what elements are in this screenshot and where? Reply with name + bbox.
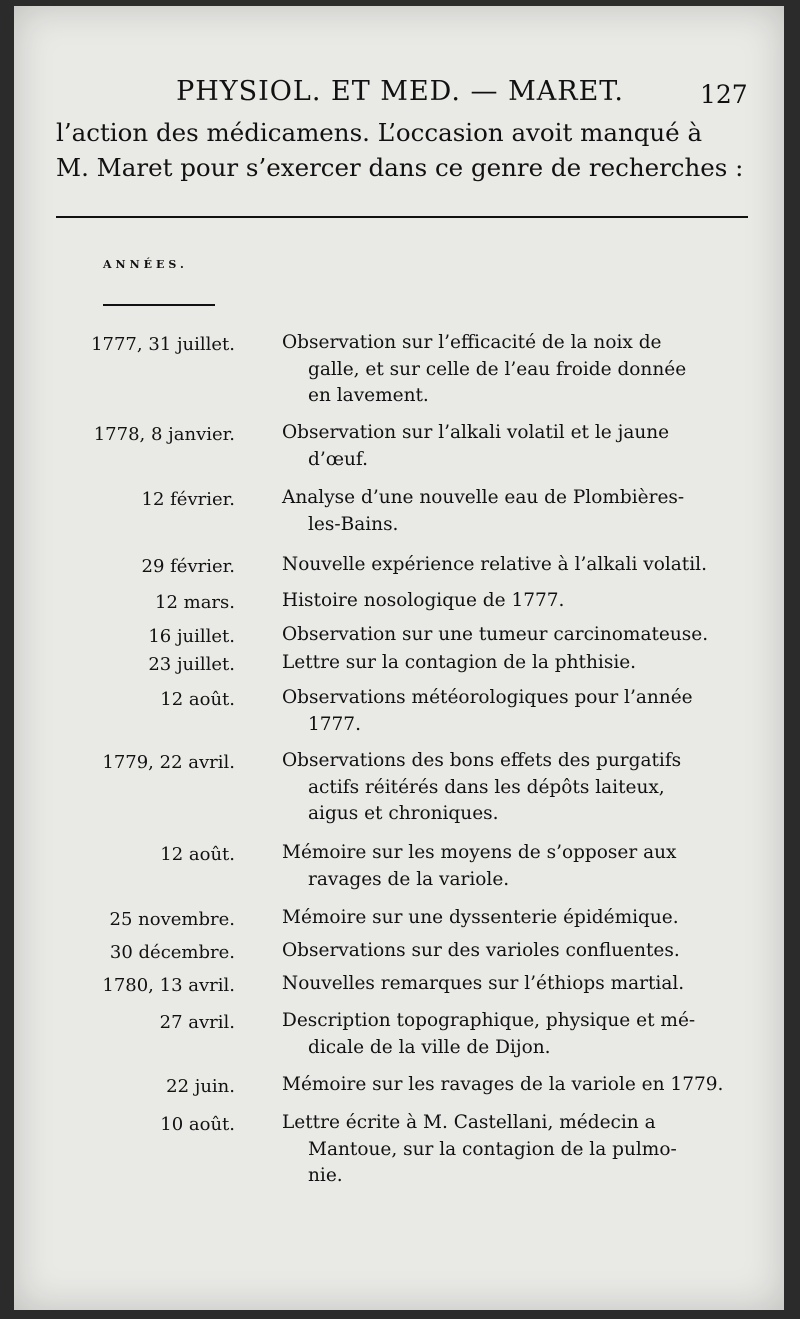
description-line: les-Bains. [308, 513, 399, 535]
entry-description [282, 748, 748, 828]
entry-description [282, 840, 748, 893]
description-line: d’œuf. [308, 448, 368, 470]
entry-description [282, 330, 748, 410]
entry-description [282, 1110, 748, 1190]
description-line: Description topographique, physique et mé- [282, 1010, 696, 1031]
description-line: nie. [308, 1165, 343, 1186]
entry-date: 25 novembre. [109, 909, 235, 930]
description-line: Lettre écrite à M. Castellani, médecin a [282, 1112, 656, 1133]
entry-date: 23 juillet. [148, 654, 235, 675]
intro-line: l’action des médicamens. L’occasion avoit manqué à [56, 118, 703, 147]
entry-date: 22 juin. [166, 1076, 235, 1097]
entry-date: 1779, 22 avril. [102, 752, 235, 773]
entry-description [282, 971, 748, 998]
description-line: Mémoire sur les moyens de s’opposer aux [282, 842, 677, 863]
running-header [0, 76, 800, 107]
description-line: en lavement. [308, 385, 429, 406]
entry-date: 10 août. [160, 1114, 235, 1135]
entry-date: 1777, 31 juillet. [91, 334, 235, 355]
section-rule [56, 216, 748, 218]
description-line: dicale de la ville de Dijon. [308, 1036, 551, 1058]
description-line: Nouvelles remarques sur l’éthiops martial. [282, 973, 685, 994]
entry-description [282, 622, 748, 649]
entry-date: 1778, 8 janvier. [93, 424, 235, 445]
intro-paragraph [56, 115, 756, 185]
description-line: Observation sur une tumeur carcinomateuse. [282, 624, 709, 645]
entry-date: 16 juillet. [148, 626, 235, 647]
entry-date: 30 décembre. [109, 942, 235, 963]
entry-date: 12 août. [160, 844, 235, 865]
description-line: Nouvelle expérience relative à l’alkali volatil. [282, 554, 707, 575]
entry-description [282, 685, 748, 738]
description-line: Observations des bons effets des purgatifs [282, 750, 682, 771]
description-line: Observations météorologiques pour l’année [282, 687, 693, 708]
description-line: aigus et chroniques. [308, 803, 499, 824]
entry-date: 1780, 13 avril. [102, 975, 235, 996]
entry-description [282, 1072, 748, 1099]
description-line: actifs réitérés dans les dépôts laiteux, [308, 776, 665, 798]
entry-date: 12 mars. [155, 592, 235, 613]
entry-description [282, 588, 748, 615]
description-line: galle, et sur celle de l’eau froide donnée [308, 358, 687, 380]
entry-description [282, 1008, 748, 1061]
description-line: Mémoire sur une dyssenterie épidémique. [282, 907, 679, 928]
entry-description [282, 485, 748, 538]
column-header-rule [103, 304, 215, 306]
entry-description [282, 420, 748, 473]
entry-description [282, 938, 748, 965]
intro-line: M. Maret pour s’exercer dans ce genre de recherches : [56, 153, 744, 182]
entry-date: 12 août. [160, 689, 235, 710]
description-line: Observations sur des varioles confluentes. [282, 940, 680, 961]
description-line: Observation sur l’alkali volatil et le jaune [282, 422, 670, 443]
entry-date: 27 avril. [159, 1012, 235, 1033]
description-line: Histoire nosologique de 1777. [282, 590, 565, 611]
entry-description [282, 905, 748, 932]
description-line: Lettre sur la contagion de la phthisie. [282, 652, 637, 673]
entry-description [282, 650, 748, 677]
page-number: 127 [700, 80, 748, 109]
entry-date: 12 février. [141, 489, 235, 510]
column-header-annees: ANNÉES. [103, 258, 188, 271]
description-line: Mémoire sur les ravages de la variole en 1779. [282, 1074, 724, 1095]
description-line: Mantoue, sur la contagion de la pulmo- [308, 1138, 677, 1160]
description-line: 1777. [308, 713, 361, 735]
description-line: ravages de la variole. [308, 868, 510, 890]
entry-description [282, 552, 748, 579]
description-line: Analyse d’une nouvelle eau de Plombières- [282, 487, 685, 508]
description-line: Observation sur l’efficacité de la noix de [282, 332, 662, 353]
running-title: PHYSIOL. ET MED. — MARET. [176, 76, 624, 107]
entry-date: 29 février. [141, 556, 235, 577]
